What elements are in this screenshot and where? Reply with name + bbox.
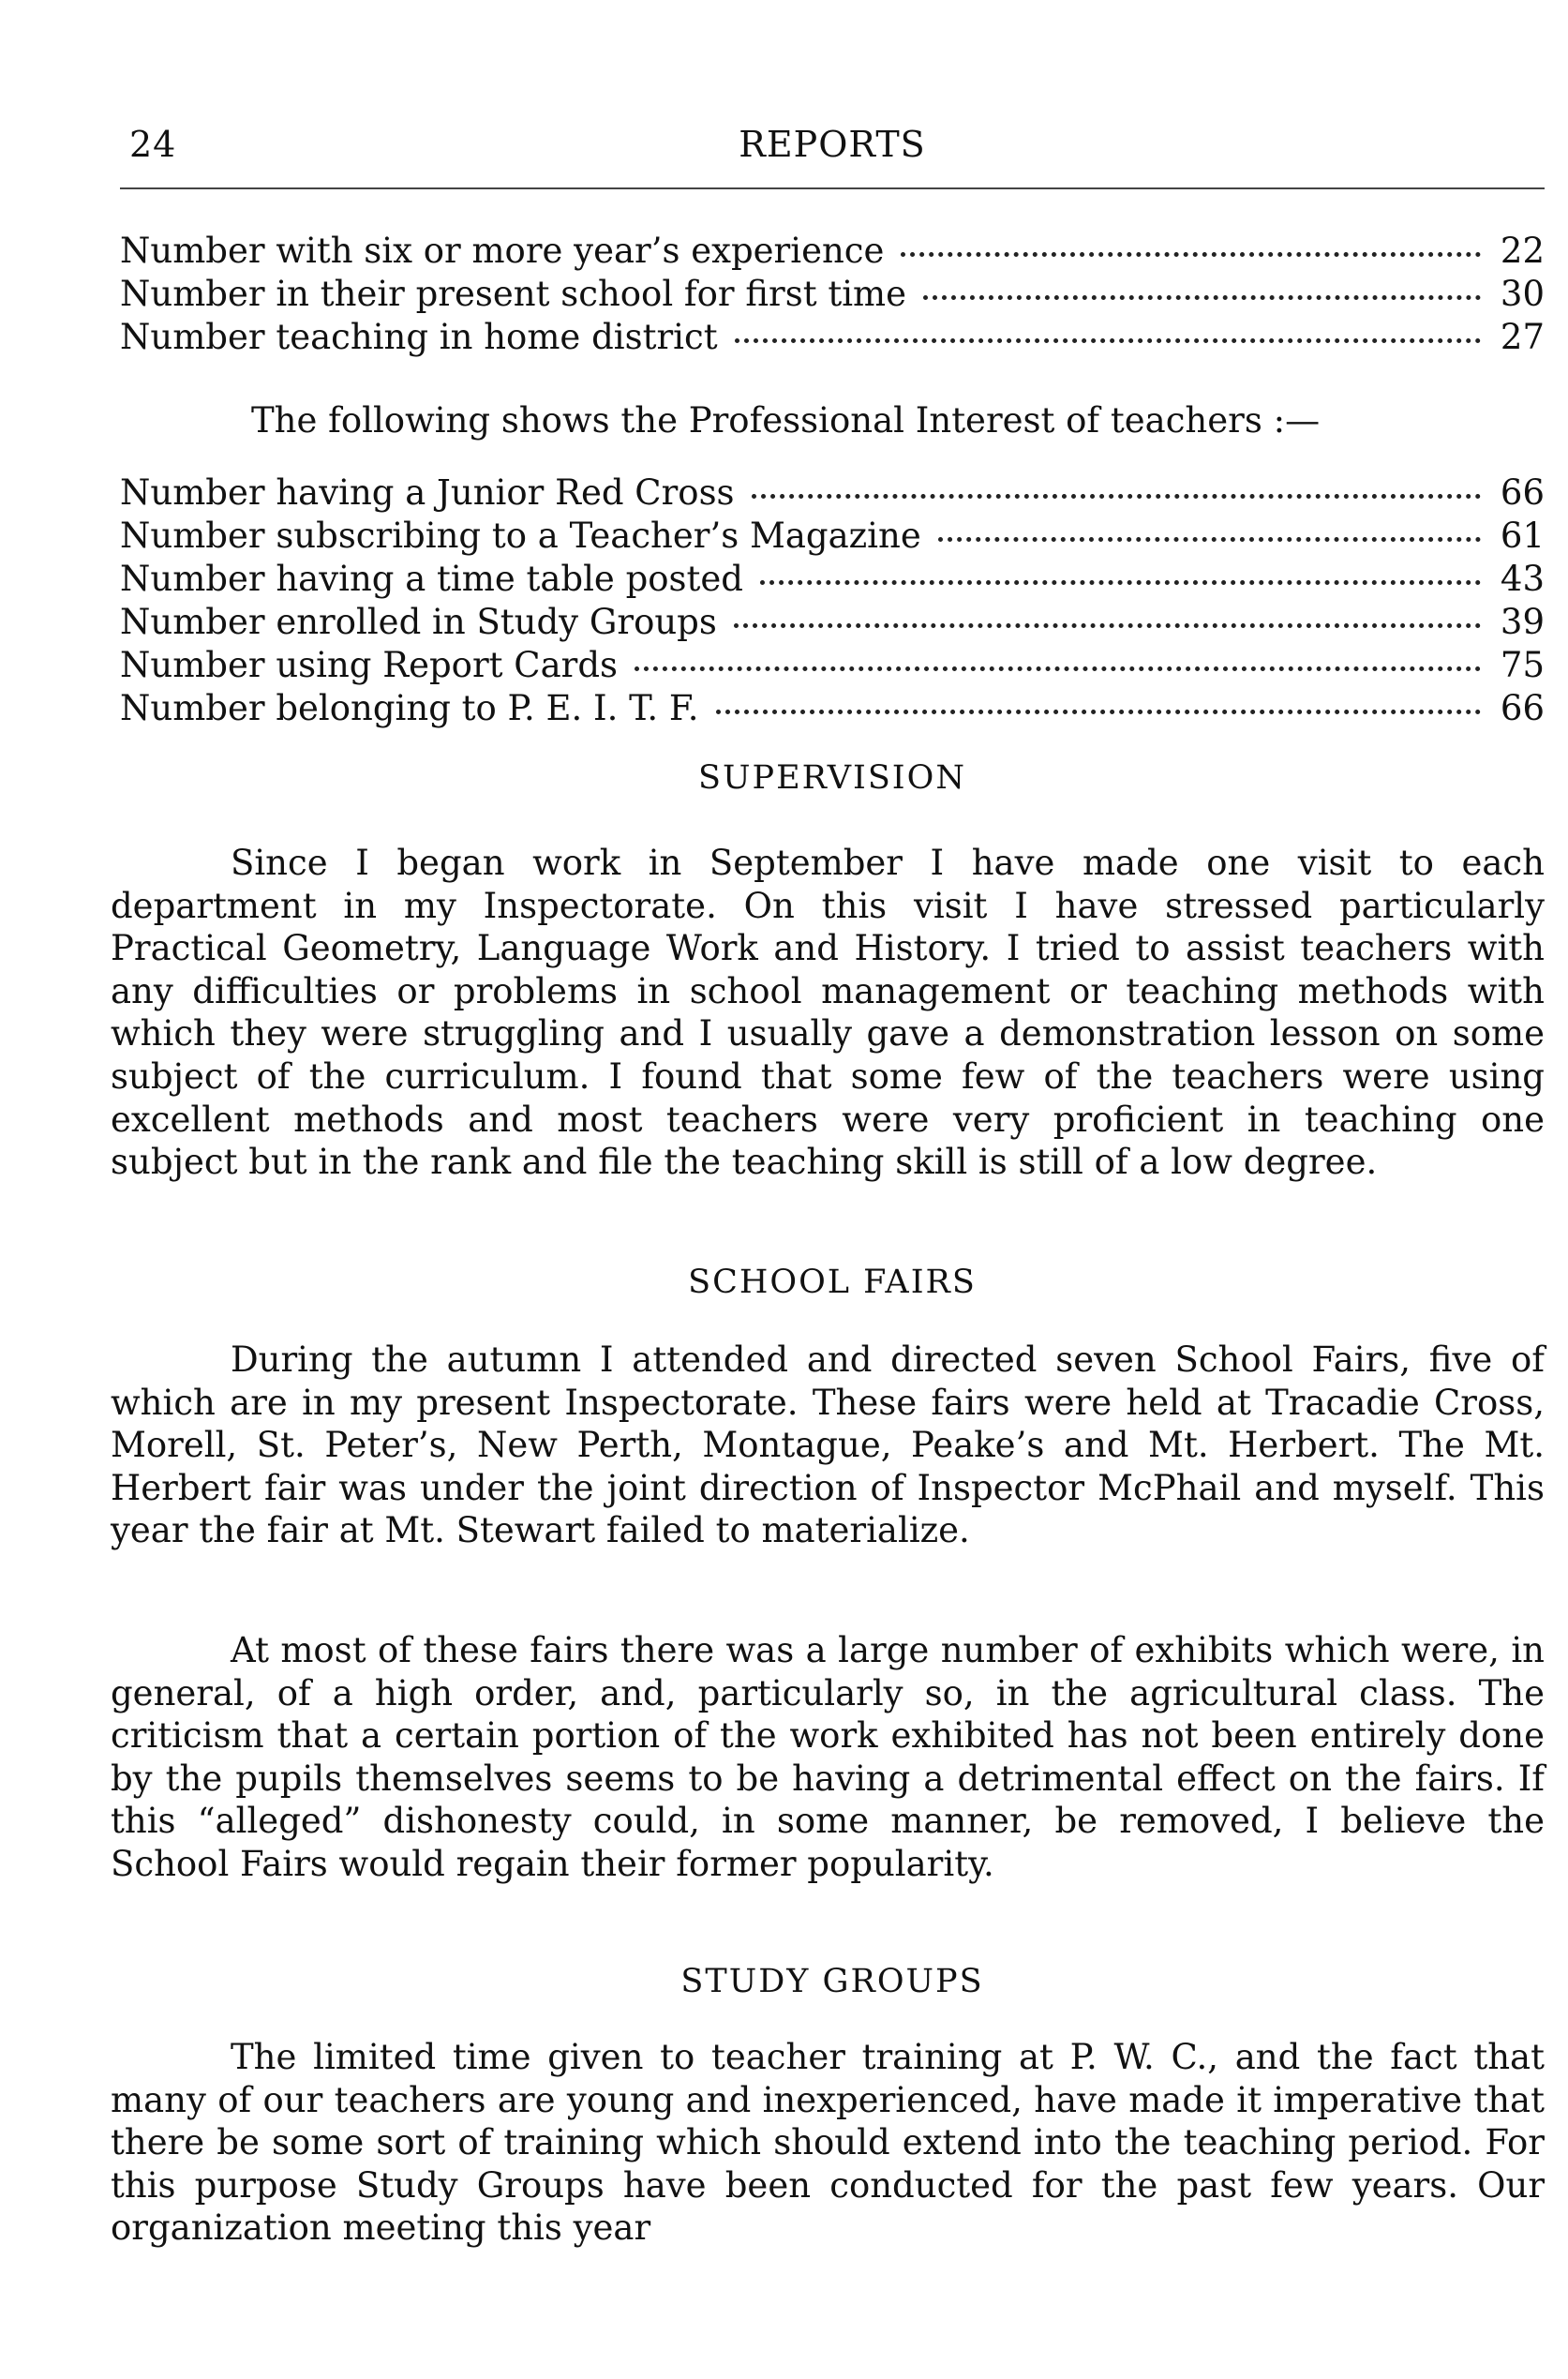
school-fairs-paragraph-2: At most of these fairs there was a large number of exhibits which were, in general, of a high order, and, particularly so, in the agricultural class. The criticism that a certain portion of the work exhibited has not been entirely done by the pupils themselves seems to be having a detrimental effect on the fairs. If this “alleged” dishonesty could, in some manner, be removed, I believe the School Fairs would regain their former popularity. [111,1630,1545,1884]
stat-row [120,316,1545,359]
stat-label: Number belonging to P. E. I. T. F. [120,688,699,728]
dot-leader [938,537,1481,542]
dot-leader [901,252,1481,257]
dot-leader [752,494,1481,499]
dot-leader [716,710,1481,714]
stat-value: 75 [1500,645,1545,685]
stat-row [120,601,1545,644]
stat-value: 61 [1500,516,1545,556]
stat-row [120,471,1545,515]
school-fairs-paragraph-1: During the autumn I attended and directed seven School Fairs, five of which are in my present Inspectorate. These fairs were held at Tracadie Cross, Morell, St. Peter’s, New Perth, Montague, Peake’s and Mt. Herbert. The Mt. Herbert fair was under the joint direction of Inspector McPhail and myself. This year the fair at Mt. Stewart failed to materialize. [111,1339,1545,1551]
stat-label: Number enrolled in Study Groups [120,602,717,642]
stat-label: Number using Report Cards [120,645,619,685]
stat-value: 66 [1500,472,1545,513]
stat-row [120,515,1545,558]
section-title-study-groups: STUDY GROUPS [680,1963,984,2000]
stat-row [120,558,1545,601]
header-rule [120,187,1545,189]
stat-label: Number in their present school for first time [120,274,907,314]
section-title-supervision: SUPERVISION [698,759,966,797]
stat-row [120,644,1545,687]
section-title-school-fairs: SCHOOL FAIRS [688,1264,977,1301]
dot-leader [923,295,1481,300]
dot-leader [760,580,1481,585]
running-head: REPORTS [739,124,926,165]
stat-label: Number subscribing to a Teacher’s Magazine [120,516,921,556]
experience-stats-list [120,230,1545,359]
stat-value: 66 [1500,688,1545,728]
stat-value: 22 [1500,231,1545,271]
supervision-paragraph: Since I began work in September I have made one visit to each department in my Inspectorate. On this visit I have stressed particularly Practical Geometry, Language Work and History. I tried to assist teachers with any difficulties or problems in school management or teaching methods with which they were struggling and I usually gave a demonstration lesson on some subject of the curriculum. I found that some few of the teachers were using excellent methods and most teachers were very proficient in teaching one subject but in the rank and file the teaching skill is still of a low degree. [111,843,1545,1183]
stat-row [120,273,1545,316]
dot-leader [734,623,1481,628]
stat-value: 27 [1500,317,1545,357]
stat-label: Number having a Junior Red Cross [120,472,735,513]
stat-value: 43 [1500,559,1545,599]
study-groups-paragraph: The limited time given to teacher training at P. W. C., and the fact that many of our teachers are young and inexperienced, have made it imperative that there be some sort of training which should extend into the teaching period. For this purpose Study Groups have been conducted for the past few years. Our organization meeting this year [111,2037,1545,2249]
stat-value: 30 [1500,274,1545,314]
page-header [120,124,1545,180]
stat-row [120,687,1545,730]
stat-label: Number having a time table posted [120,559,743,599]
dot-leader [635,666,1481,671]
stat-label: Number with six or more year’s experience [120,231,885,271]
professional-interest-intro: The following shows the Professional Interest of teachers :— [251,400,1321,441]
dot-leader [735,338,1481,343]
stat-label: Number teaching in home district [120,317,718,357]
page-number: 24 [129,124,177,165]
stat-row [120,230,1545,273]
stat-value: 39 [1500,602,1545,642]
professional-interest-list [120,471,1545,730]
